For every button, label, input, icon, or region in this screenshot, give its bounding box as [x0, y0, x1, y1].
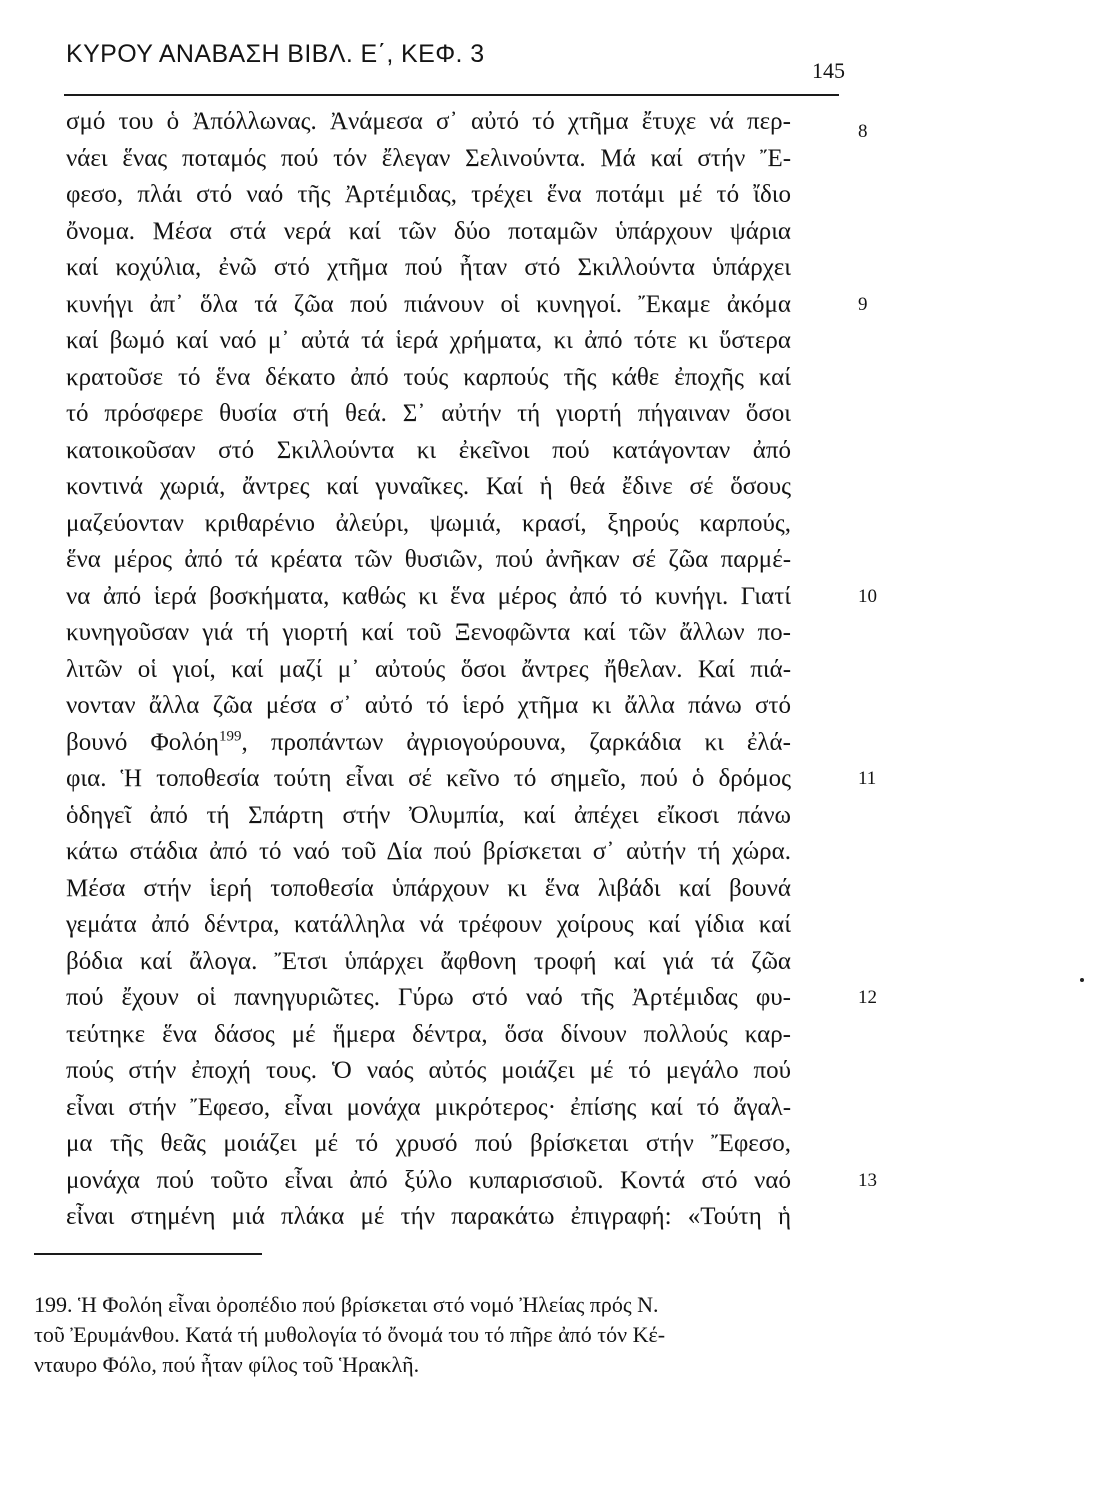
line-text: κυνηγοῦσαν γιά τή γιορτή καί τοῦ Ξενοφῶντα καί τῶν ἄλλων πο-	[66, 619, 792, 646]
line-text: φεσο, πλάι στό ναό τῆς Ἀρτέμιδας, τρέχει ἕνα ποτάμι μέ τό ἴδιο	[66, 181, 792, 208]
line-text-start: βουνό Φολόη	[66, 728, 219, 756]
main-text	[66, 104, 877, 1236]
line-text: μονάχα πού τοῦτο εἶναι ἀπό ξύλο κυπαρισσιοῦ. Κοντά στό ναό	[66, 1166, 791, 1194]
text-line	[66, 323, 856, 360]
line-text: λιτῶν οἱ γιοί, καί μαζί μ᾿ αὐτούς ὅσοι ἄντρες ἤθελαν. Καί πιά-	[66, 655, 792, 683]
text-line	[66, 834, 856, 871]
scan-speck	[1080, 978, 1084, 982]
text-line	[66, 944, 856, 981]
text-line	[66, 1090, 856, 1127]
text-line	[66, 214, 856, 251]
line-text: ὄνομα. Μέσα στά νερά καί τῶν δύο ποταμῶν ὑπάρχουν ψάρια	[66, 217, 792, 245]
line-text: νονταν ἄλλα ζῶα μέσα σ᾿ αὐτό τό ἱερό χτῆμα κι ἄλλα πάνω στό	[66, 692, 792, 719]
footnote-ref: 199	[218, 728, 242, 745]
text-line	[66, 360, 856, 397]
footnote-line: νταυρο Φόλο, πού ἦταν φίλος τοῦ Ἡρακλῆ.	[34, 1352, 420, 1377]
page-number: 145	[812, 58, 845, 83]
footnote-line: 199. Ἡ Φολόη εἶναι ὀροπέδιο πού βρίσκεται στό νομό Ἠλείας πρός Ν.	[34, 1292, 659, 1317]
line-text: κυνήγι ἀπ᾿ ὅλα τά ζῶα πού πιάνουν οἱ κυνηγοί. Ἔκαμε ἀκόμα	[66, 290, 792, 318]
header-rule	[64, 94, 839, 96]
section-number: 9	[858, 293, 868, 315]
section-number: 11	[858, 768, 877, 789]
line-text: μα τῆς θεᾶς μοιάζει μέ τό χρυσό πού βρίσκεται στήν Ἔφεσο,	[66, 1130, 791, 1157]
text-line	[66, 141, 856, 178]
text-line	[66, 104, 868, 142]
line-text: τό πρόσφερε θυσία στή θεά. Σ᾿ αὐτήν τή γιορτή πήγαιναν ὅσοι	[66, 400, 792, 427]
line-text: καί κοχύλια, ἐνῶ στό χτῆμα πού ἦταν στό Σκιλλούντα ὑπάρχει	[66, 254, 792, 281]
line-text: κατοικοῦσαν στό Σκιλλούντα κι ἐκεῖνοι πού κατάγονταν ἀπό	[66, 436, 791, 464]
line-text: κάτω στάδια ἀπό τό ναό τοῦ Δία πού βρίσκεται σ᾿ αὐτήν τή χώρα.	[66, 838, 791, 865]
section-number: 10	[858, 585, 877, 607]
running-title: ΚΥΡΟΥ ΑΝΑΒΑΣΗ ΒΙΒΛ. Ε΄, ΚΕΦ. 3	[66, 40, 485, 68]
line-text	[66, 725, 791, 762]
footnote-rule	[34, 1253, 262, 1255]
text-line	[66, 287, 868, 324]
text-line	[66, 798, 856, 835]
line-text: ἕνα μέρος ἀπό τά κρέατα τῶν θυσιῶν, πού ἀνῆκαν σέ ζῶα παρμέ-	[66, 546, 792, 573]
line-text: κοντινά χωριά, ἄντρες καί γυναῖκες. Καί ἡ θεά ἔδινε σέ ὅσους	[66, 473, 792, 500]
line-text: μαζεύονταν κριθαρένιο ἀλεύρι, ψωμιά, κρασί, ξηρούς καρπούς,	[66, 509, 792, 537]
text-line	[66, 1126, 856, 1163]
text-line	[66, 871, 856, 908]
text-line	[66, 469, 856, 506]
text-line	[66, 1199, 856, 1236]
line-text: να ἀπό ἱερά βοσκήματα, καθώς κι ἕνα μέρος ἀπό τό κυνήγι. Γιατί	[66, 582, 791, 610]
line-text: νάει ἕνας ποταμός πού τόν ἔλεγαν Σελινούντα. Μά καί στήν Ἔ-	[66, 144, 792, 172]
line-text: Μέσα στήν ἱερή τοποθεσία ὑπάρχουν κι ἕνα λιβάδι καί βουνά	[66, 874, 792, 902]
text-line	[66, 980, 877, 1017]
text-line	[66, 250, 856, 287]
text-line	[66, 652, 856, 689]
section-number: 13	[858, 1169, 877, 1191]
text-line	[66, 1163, 877, 1200]
text-line	[66, 177, 856, 214]
line-text: εἶναι στημένη μιά πλάκα μέ τήν παρακάτω ἐπιγραφή: «Τούτη ἡ	[66, 1203, 792, 1230]
text-line	[66, 506, 856, 543]
text-line	[66, 579, 877, 616]
text-line	[66, 907, 856, 944]
footnotes	[34, 1290, 854, 1380]
text-line	[66, 761, 877, 798]
line-text: πούς στήν ἐποχή τους. Ὁ ναός αὐτός μοιάζει μέ τό μεγάλο πού	[66, 1057, 792, 1084]
text-line	[66, 433, 856, 470]
text-line	[66, 396, 856, 433]
text-line	[66, 615, 856, 652]
line-text: τεύτηκε ἕνα δάσος μέ ἥμερα δέντρα, ὅσα δίνουν πολλούς καρ-	[66, 1020, 792, 1048]
footnote-line: τοῦ Ἐρυμάνθου. Κατά τή μυθολογία τό ὄνομά του τό πῆρε ἀπό τόν Κέ-	[34, 1322, 666, 1347]
line-text: εἶναι στήν Ἔφεσο, εἶναι μονάχα μικρότερος· ἐπίσης καί τό ἄγαλ-	[66, 1093, 792, 1121]
line-text: ὁδηγεῖ ἀπό τή Σπάρτη στήν Ὀλυμπία, καί ἀπέχει εἴκοσι πάνω	[66, 801, 792, 829]
line-text: σμό του ὁ Ἀπόλλωνας. Ἀνάμεσα σ᾿ αὐτό τό χτῆμα ἔτυχε νά περ-	[66, 108, 791, 135]
text-line	[66, 725, 856, 762]
line-text: καί βωμό καί ναό μ᾿ αὐτά τά ἱερά χρήματα, κι ἀπό τότε κι ὕστερα	[66, 327, 791, 354]
line-text: κρατοῦσε τό ἕνα δέκατο ἀπό τούς καρπούς τῆς κάθε ἐποχῆς καί	[66, 363, 791, 391]
line-text-end: , προπάντων ἀγριογούρουνα, ζαρκάδια κι ἐλά-	[241, 728, 791, 756]
text-line	[66, 1017, 856, 1054]
line-text: φια. Ἡ τοποθεσία τούτη εἶναι σέ κεῖνο τό σημεῖο, πού ὁ δρόμος	[66, 765, 792, 792]
text-line	[66, 688, 856, 725]
text-line	[66, 542, 856, 579]
text-line	[66, 1053, 856, 1090]
line-text: βόδια καί ἄλογα. Ἔτσι ὑπάρχει ἄφθονη τροφή καί γιά τά ζῶα	[66, 947, 792, 975]
section-number: 8	[858, 121, 868, 142]
line-text: πού ἔχουν οἱ πανηγυριῶτες. Γύρω στό ναό τῆς Ἀρτέμιδας φυ-	[66, 984, 792, 1011]
section-number: 12	[858, 987, 877, 1008]
line-text: γεμάτα ἀπό δέντρα, κατάλληλα νά τρέφουν χοίρους καί γίδια καί	[66, 911, 791, 938]
